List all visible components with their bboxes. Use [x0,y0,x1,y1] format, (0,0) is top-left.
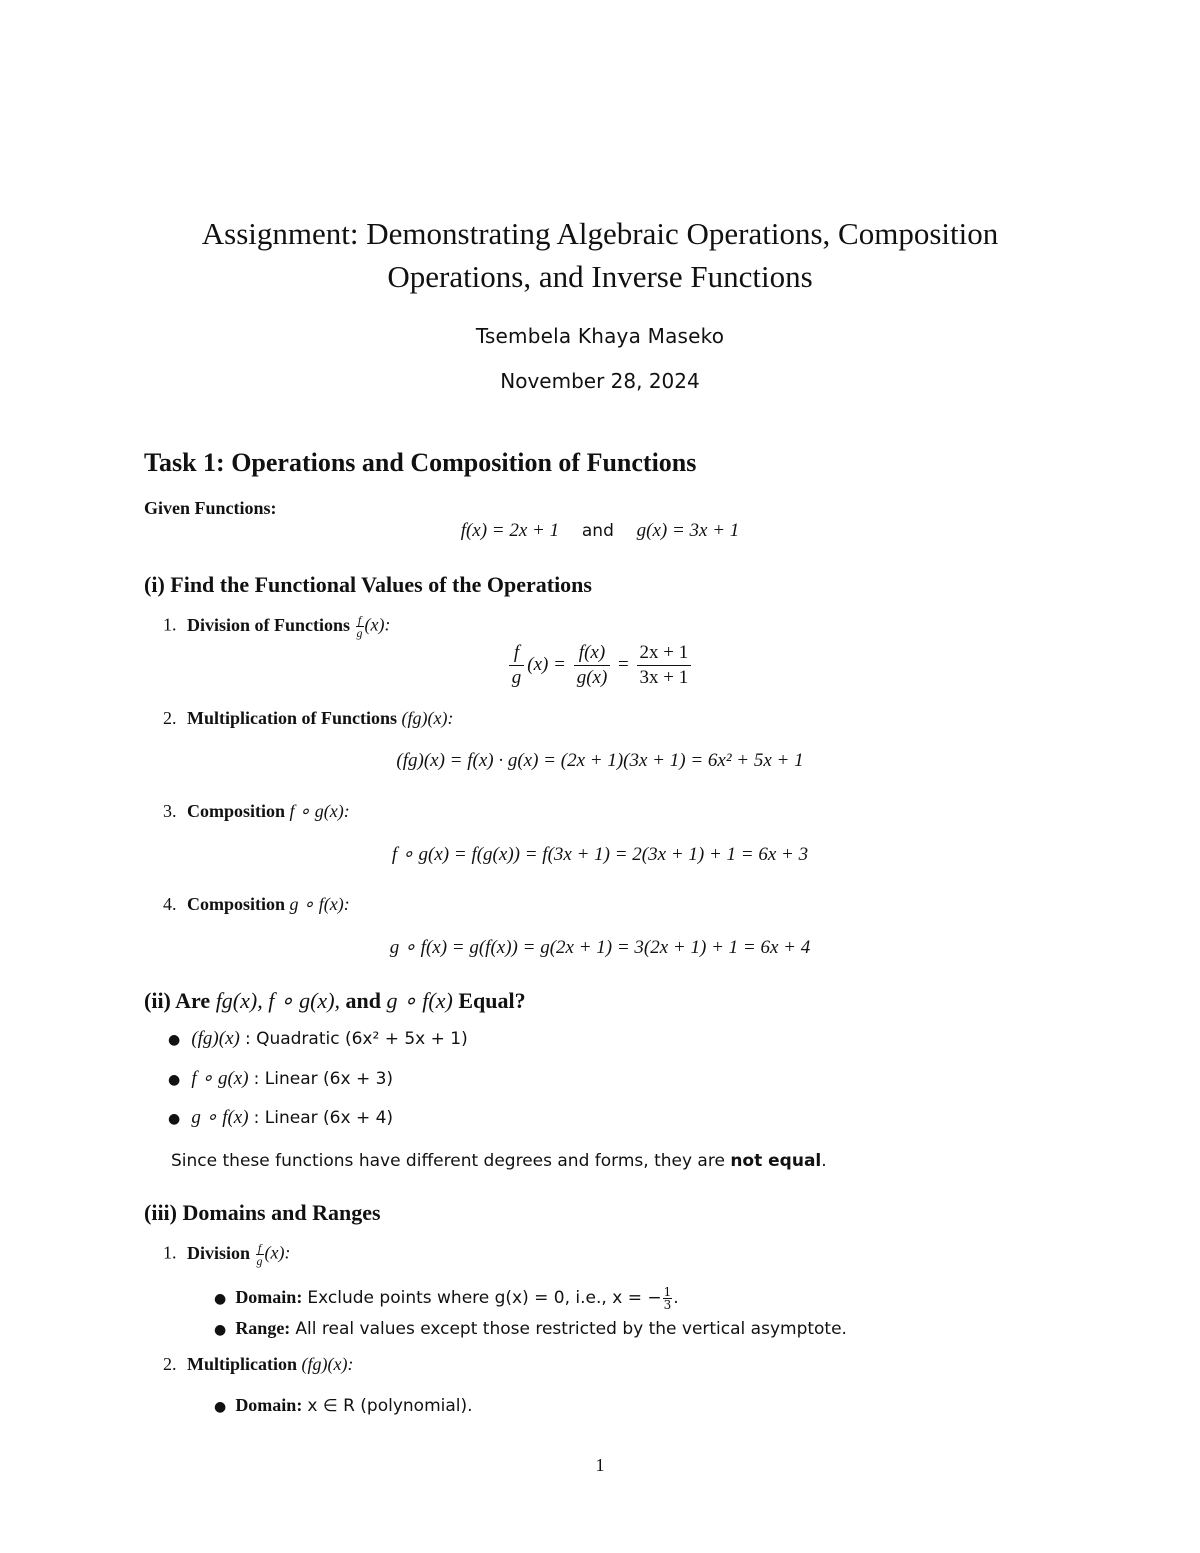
bullet-icon: ● [214,1291,227,1307]
expanded-denominator: 3x + 1 [639,667,689,688]
part-ii-heading [144,988,526,1014]
multiplication-equation: (fg)(x) = f(x) · g(x) = (2x + 1)(3x + 1) = 6x² + 5x + 1 [396,750,804,771]
range1-text: All real values except those restricted by the vertical asymptote. [295,1319,847,1339]
bullet-icon: ● [214,1399,227,1415]
bullet-text: : Linear (6x + 4) [253,1108,394,1128]
bullet-math: (fg)(x) [191,1028,240,1049]
title-line-1: Assignment: Demonstrating Algebraic Operations, Composition [201,216,999,251]
given-and: and [581,521,614,541]
part-iii-item1 [163,1242,291,1267]
division-equals: = [618,653,629,675]
composition-gf-equation: g ∘ f(x) = g(f(x)) = g(2x + 1) = 3(2x + 1) + 1 = 6x + 4 [389,937,811,958]
bullet-icon: ● [168,1032,181,1048]
given-functions-equation [0,520,1200,542]
author-name: Tsembela Khaya Maseko [475,324,725,348]
item3-number: 3. [163,801,177,821]
domain2-bullet [214,1395,473,1416]
item1-suffix: (x): [364,614,391,635]
conclusion-post: . [821,1151,827,1171]
item1-number: 1. [163,614,177,635]
part-ii-prefix: (ii) Are [144,988,211,1013]
conclusion-bold: not equal [730,1151,822,1171]
item2-number: 2. [163,708,177,728]
division-numerator: f(x) [578,642,606,663]
item1-label-line [163,614,391,639]
range1-bullet [214,1318,847,1339]
domain2-text: x ∈ R (polynomial). [307,1396,473,1416]
given-g: g(x) = 3x + 1 [636,520,740,541]
part-ii-suffix: Equal? [458,988,526,1013]
part-iii-item2-label: Multiplication [187,1354,298,1374]
f-over-g: $\frac{f}{g}$ [509,641,525,690]
given-functions-label: Given Functions: [144,498,277,518]
bullet-item [168,1067,393,1090]
part-ii-math: fg(x), f ∘ g(x), [215,988,341,1013]
conclusion-pre: Since these functions have different degrees and forms, they are [171,1151,725,1171]
bullet-item [168,1106,393,1129]
page-number: 1 [595,1455,605,1475]
conclusion-text [171,1151,827,1171]
expanded-numerator: 2x + 1 [637,641,692,666]
item2-label: Multiplication of Functions [187,708,398,728]
title-line-2: Operations, and Inverse Functions [387,259,813,294]
bullet-math: g ∘ f(x) [191,1107,249,1128]
fx-over-gx [574,641,611,690]
f-over-g-small: $\frac{f}{g}$ [356,613,363,640]
item2-label-line [163,708,453,729]
part-ii-and: and [345,988,382,1013]
bullet-icon: ● [168,1111,181,1127]
composition-fg-equation: f ∘ g(x) = f(g(x)) = f(3x + 1) = 2(3x + 1) + 1 = 6x + 3 [391,844,809,865]
part-iii-item2-number: 2. [163,1354,177,1374]
division-equation [0,641,1200,690]
document-title [0,212,1200,298]
part-iii-item2 [163,1354,353,1375]
part-iii-item1-number: 1. [163,1242,177,1263]
item4-label: Composition [187,894,286,914]
item2-label-math: (fg)(x): [401,708,454,728]
domain1-text: Exclude points where g(x) = 0, i.e., x = − [307,1288,662,1308]
f-over-g-small: $\frac{f}{g}$ [256,1241,263,1268]
domain-label: Domain: [235,1287,303,1307]
domain-label: Domain: [235,1395,303,1415]
task1-heading: Task 1: Operations and Composition of Functions [144,448,697,477]
part-iii-item1-suffix: (x): [264,1242,291,1263]
item1-label: Division of Functions [187,614,351,635]
expanded-fraction [637,641,692,690]
item3-label: Composition [187,801,286,821]
part-iii-item2-math: (fg)(x): [301,1354,354,1374]
bullet-text: : Quadratic (6x² + 5x + 1) [244,1029,468,1049]
domain1-bullet [214,1286,679,1311]
item3-label-math: f ∘ g(x): [289,801,350,821]
bullet-item [168,1028,468,1050]
document-date: November 28, 2024 [500,369,700,393]
item4-label-math: g ∘ f(x): [289,894,350,914]
division-lhs-suffix: (x) = [527,653,566,675]
bullet-icon: ● [214,1322,227,1338]
item3-label-line [163,801,350,822]
part-iii-item1-label: Division [187,1242,251,1263]
domain1-end: . [673,1288,679,1308]
item4-number: 4. [163,894,177,914]
bullet-icon: ● [168,1072,181,1088]
one-third-fraction: $\frac{1}{3}$ [663,1285,672,1312]
bullet-math: f ∘ g(x) [191,1068,249,1089]
division-denominator: g(x) [576,667,608,688]
item4-label-line [163,894,350,915]
part-i-heading: (i) Find the Functional Values of the Operations [144,572,592,597]
part-iii-heading: (iii) Domains and Ranges [144,1200,381,1225]
bullet-text: : Linear (6x + 3) [253,1069,394,1089]
range-label: Range: [235,1318,291,1338]
given-f: f(x) = 2x + 1 [460,520,560,541]
part-ii-math2: g ∘ f(x) [386,988,453,1013]
